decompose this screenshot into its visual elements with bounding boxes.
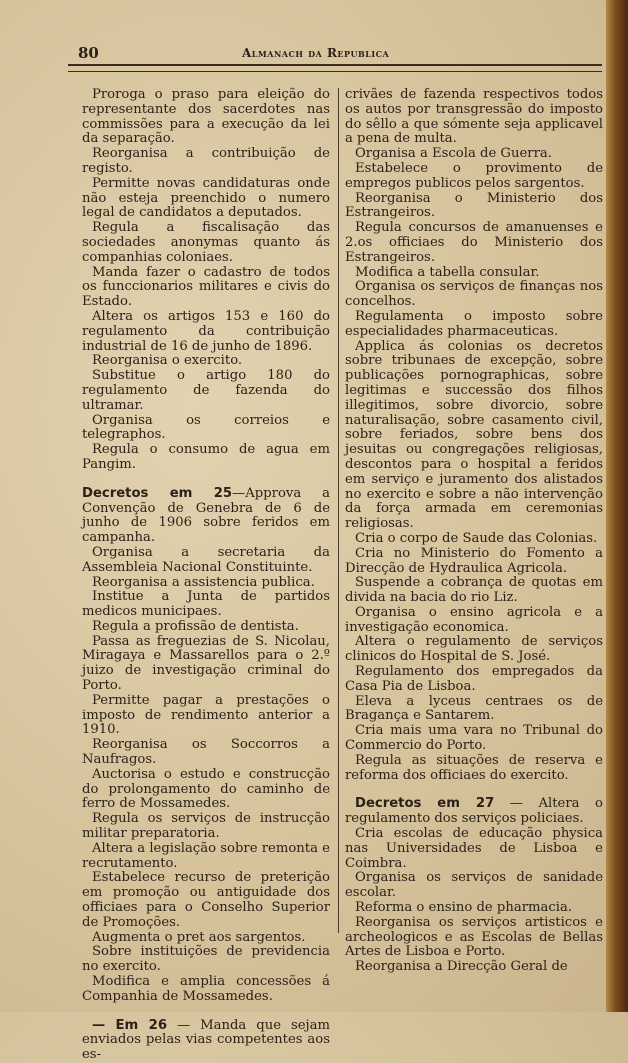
decree-entry: crivães de fazenda respectivos todos os autos por transgressão do imposto do sêllo a que sómente seja applicavel a pena de multa.: [345, 87, 603, 147]
decree-entry: Regula a fiscalisação das sociedades anonymas quanto ás companhias coloniaes.: [82, 220, 330, 265]
column-divider: [338, 88, 339, 933]
page-header: [60, 42, 605, 64]
decree-entry: Organisa a secretaria da Assembleia Nacional Constituinte.: [82, 544, 330, 575]
decree-entry: Reorganisa o Ministerio dos Estrangeiros.: [345, 190, 603, 221]
decree-entry: Regula concursos de amanuenses e 2.os officiaes do Ministerio dos Estrangeiros.: [345, 220, 603, 265]
decree-entry: Auctorisa o estudo e construcção do prolongamento do caminho de ferro de Mossamedes.: [82, 766, 330, 812]
em-26-lead: — Manda que sejam enviados pelas vias competentes aos es-: [82, 1017, 330, 1063]
decree-entry: Proroga o praso para eleição do representante dos sacerdotes nas commissões para a execução da lei da separação.: [82, 87, 330, 147]
decree-entry: Regulamento dos empregados da Casa Pia de Lisboa.: [345, 664, 603, 694]
decree-entry: Altera a legislação sobre remonta e recrutamento.: [82, 840, 330, 871]
right-column: [345, 88, 603, 975]
decree-entry: Reforma o ensino de pharmacia.: [355, 900, 573, 916]
decree-entry: Organisa a Escola de Guerra.: [355, 146, 552, 162]
decree-entry: Reorganisa a assistencia publica.: [92, 574, 315, 590]
decree-entry: Altera os artigos 153 e 160 do regulamento da contribuição industrial de 16 de junho de 1896.: [82, 308, 330, 354]
decree-entry: Reorganisa os serviços artisticos e archeologicos e as Escolas de Bellas Artes de Lisboa e Porto.: [345, 914, 603, 960]
decree-entry: Reorganisa o exercito.: [92, 353, 243, 369]
decree-entry: Reorganisa a Direcção Geral de: [355, 959, 568, 975]
decree-entry: Estabelece recurso de preterição em promoção ou antiguidade dos officiaes para o Conselho Superior de Promoções.: [82, 870, 330, 930]
decree-entry: Regula os serviços de instrucção militar preparatoria.: [82, 811, 330, 842]
decree-entry: Eleva a lyceus centraes os de Bragança e Santarem.: [345, 693, 603, 724]
decree-entry: Manda fazer o cadastro de todos os funccionarios militares e civis do Estado.: [82, 264, 330, 310]
em-26-paragraph: [82, 1019, 330, 1063]
decree-entry: Altera o regulamento de serviços clinicos do Hospital de S. José.: [345, 634, 603, 665]
decree-entry: Regula a profissão de dentista.: [92, 618, 299, 634]
running-title: Almanach da Republica: [242, 46, 390, 60]
decree-entry: Estabelece o provimento de empregos publicos pelos sargentos.: [345, 160, 603, 191]
decretos-27-lead: — Altera o regulamento dos serviços policiaes.: [345, 796, 603, 827]
decree-entry: Sobre instituições de previdencia no exercito.: [82, 944, 330, 975]
header-rule: [68, 64, 602, 72]
decree-entry: Organisa os correios e telegraphos.: [82, 412, 330, 443]
decree-entry: Institue a Junta de partidos medicos municipaes.: [82, 589, 330, 620]
decree-entry: Augmenta o pret aos sargentos.: [92, 929, 306, 945]
left-column: [82, 88, 330, 1063]
decree-entry: Cria no Ministerio do Fomento a Direcção de Hydraulica Agricola.: [345, 545, 603, 576]
decree-entry: Reorganisa os Soccorros a Naufragos.: [82, 737, 330, 768]
decree-entry: Regulamenta o imposto sobre especialidades pharmaceuticas.: [345, 308, 603, 339]
right-column-decrees: [345, 88, 603, 783]
decree-entry: Applica ás colonias os decretos sobre tribunaes de excepção, sobre publicações pornographicas, sobre legitimas e successão dos filhos illegitimos, sobre divorcio, sobre naturalisação, sobre casamento civil, sobre feriados, sobre bens dos jesuitas ou congregações religiosas, descontos para o hospital a feridos em serviço e juramento dos alistados no exercito e sobre a não intervenção da força armada em ceremonias religiosas.: [345, 338, 603, 532]
decree-entry: Suspende a cobrança de quotas em divida na bacia do rio Liz.: [345, 575, 603, 606]
decree-entry: Reorganisa a contribuição de registo.: [82, 146, 330, 176]
decree-entry: Cria escolas de educação physica nas Universidades de Lisboa e Coimbra.: [345, 826, 603, 871]
decretos-27-paragraph: [345, 797, 603, 827]
decree-entry: Modifica a tabella consular.: [355, 264, 540, 280]
decree-entry: Organisa os serviços de finanças nos concelhos.: [345, 279, 603, 310]
decree-entry: Passa as freguezias de S. Nicolau, Miragaya e Massarellos para o 2.º juizo de investigação criminal do Porto.: [82, 633, 330, 694]
book-spine-edge: [606, 0, 628, 1012]
em-26-heading: — Em 26: [92, 1017, 168, 1033]
left-column-decrees: [82, 88, 330, 473]
decree-entry: Cria mais uma vara no Tribunal do Commercio do Porto.: [345, 723, 603, 754]
right-column-decrees-2: [345, 827, 603, 975]
decree-entry: Permitte pagar a prestações o imposto de rendimento anterior a 1910.: [82, 692, 330, 738]
decree-entry: Modifica e amplia concessões á Companhia de Mossamedes.: [82, 974, 330, 1004]
decree-entry: Permitte novas candidaturas onde não esteja preenchido o numero legal de candidatos a deputados.: [82, 175, 330, 221]
decree-entry: Regula as situações de reserva e reforma dos officiaes do exercito.: [345, 752, 603, 783]
decretos-25-paragraph: [82, 487, 330, 546]
decretos-27-heading: Decretos em 27: [355, 796, 495, 812]
decretos-25-lead: —Approva a Convenção de Genebra de 6 de junho de 1906 sobre feridos em campanha.: [82, 485, 330, 546]
left-column-decrees-2: [82, 546, 330, 1005]
decree-entry: Cria o corpo de Saude das Colonias.: [355, 530, 598, 546]
decree-entry: Organisa o ensino agricola e a investigação economica.: [345, 604, 603, 635]
decree-entry: Organisa os serviços de sanidade escolar.: [345, 870, 603, 901]
page-number: 80: [78, 44, 99, 62]
decretos-25-heading: Decretos em 25: [82, 485, 233, 501]
decree-entry: Substitue o artigo 180 do regulamento de fazenda do ultramar.: [82, 368, 330, 413]
decree-entry: Regula o consumo de agua em Pangim.: [82, 442, 330, 472]
